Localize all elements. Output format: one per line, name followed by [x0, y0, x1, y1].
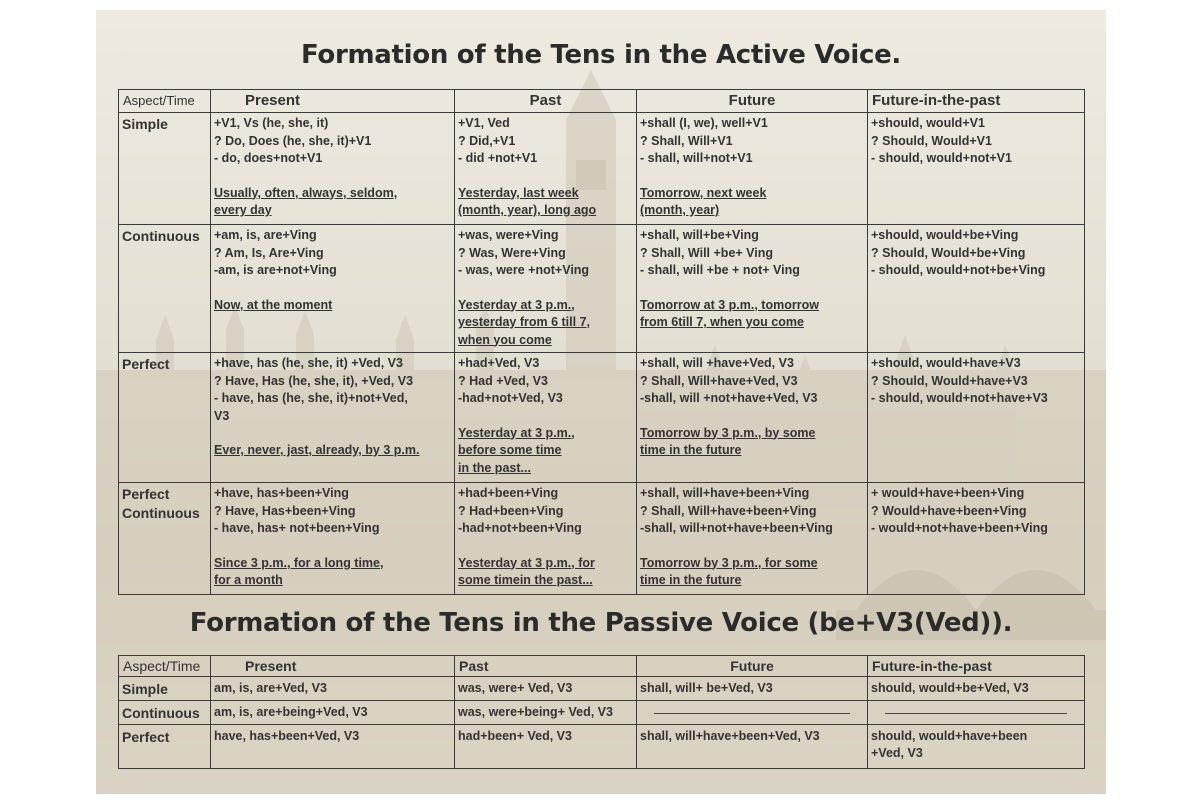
aspect-label: Perfect — [122, 356, 170, 372]
formula-line: ? Shall, Will+have+been+Ving — [640, 503, 817, 518]
formula-line: -shall, will +not+have+Ved, V3 — [640, 391, 818, 405]
formula-line: - should, would+not+have+V3 — [871, 391, 1048, 405]
formula-line: ? Was, Were+Ving — [458, 245, 566, 260]
table-row — [119, 113, 1085, 225]
present-cell — [211, 701, 455, 725]
formula-line: ? Am, Is, Are+Ving — [214, 245, 324, 260]
column-header-col1: Present — [211, 90, 455, 113]
aspect-label: Continuous — [122, 505, 200, 521]
column-header-col3: Future — [637, 90, 868, 113]
formula-line: ? Should, Would+have+V3 — [871, 373, 1028, 388]
column-header-col4: Future-in-the-past — [868, 656, 1085, 677]
formula-line: was, were+ Ved, V3 — [458, 681, 573, 695]
formula-line: - do, does+not+V1 — [214, 151, 323, 165]
table-row — [119, 483, 1085, 595]
aspect-label: Simple — [122, 116, 168, 132]
formula-line: - shall, will+not+V1 — [640, 151, 753, 165]
time-marker-line: yesterday from 6 till 7, — [458, 315, 591, 329]
formula-line: - have, has+ not+been+Ving — [214, 521, 380, 535]
formula-line: -shall, will+not+have+been+Ving — [640, 521, 833, 535]
formula-line: ? Should, Would+be+Ving — [871, 245, 1026, 260]
present-cell — [211, 483, 455, 595]
aspect-label: Perfect — [122, 729, 170, 745]
time-marker-line: Yesterday at 3 p.m., — [458, 425, 575, 440]
table-row — [119, 677, 1085, 701]
column-header-col1: Present — [211, 656, 455, 677]
fip-cell — [868, 225, 1085, 353]
formula-line: +had+been+Ving — [458, 486, 559, 500]
spacer — [214, 280, 451, 297]
time-marker-line: every day — [214, 203, 272, 217]
formula-line: - would+not+have+been+Ving — [871, 521, 1048, 535]
past-cell — [455, 725, 637, 769]
formula-line: - should, would+not+V1 — [871, 151, 1012, 165]
future-cell — [637, 701, 868, 725]
formula-line: had+been+ Ved, V3 — [458, 729, 572, 743]
past-cell — [455, 483, 637, 595]
empty-dash-line — [654, 713, 850, 714]
formula-line: ? Do, Does (he, she, it)+V1 — [214, 133, 372, 148]
passive-voice-table — [118, 655, 1085, 769]
past-cell — [455, 677, 637, 701]
formula-line: ? Had+been+Ving — [458, 503, 564, 518]
fip-cell — [868, 483, 1085, 595]
past-cell — [455, 353, 637, 483]
formula-line: + would+have+been+Ving — [871, 486, 1025, 500]
table-row — [119, 725, 1085, 769]
aspect-cell — [119, 113, 211, 225]
fip-cell — [868, 701, 1085, 725]
passive-header-row — [119, 656, 1085, 677]
present-cell — [211, 225, 455, 353]
time-marker-line: before some time — [458, 443, 562, 457]
formula-line: - have, has (he, she, it)+not+Ved, — [214, 391, 408, 405]
fip-cell — [868, 113, 1085, 225]
spacer — [640, 408, 864, 425]
formula-line: ? Have, Has (he, she, it), +Ved, V3 — [214, 373, 414, 388]
formula-line: should, would+be+Ved, V3 — [871, 681, 1029, 695]
time-marker-line: from 6till 7, when you come — [640, 315, 804, 329]
aspect-cell — [119, 701, 211, 725]
formula-line: - was, were +not+Ving — [458, 263, 590, 277]
formula-line: +have, has (he, she, it) +Ved, V3 — [214, 356, 403, 370]
spacer — [640, 280, 864, 297]
formula-line: was, were+being+ Ved, V3 — [458, 705, 613, 719]
formula-line: should, would+have+been — [871, 729, 1028, 743]
time-marker-line: time in the future — [640, 573, 742, 587]
aspect-cell — [119, 353, 211, 483]
time-marker-line: (month, year), long ago — [458, 203, 597, 217]
time-marker-line: in the past... — [458, 460, 531, 475]
formula-line: -am, is are+not+Ving — [214, 263, 337, 277]
formula-line: shall, will+ be+Ved, V3 — [640, 681, 773, 695]
formula-line: - shall, will +be + not+ Ving — [640, 263, 800, 277]
formula-line: +shall, will+be+Ving — [640, 228, 759, 242]
formula-line: +Ved, V3 — [871, 746, 923, 760]
formula-line: have, has+been+Ved, V3 — [214, 729, 360, 743]
aspect-cell — [119, 725, 211, 769]
formula-line: ? Have, Has+been+Ving — [214, 503, 356, 518]
time-marker-line: Usually, often, always, seldom, — [214, 185, 398, 200]
column-header-col4: Future-in-the-past — [868, 90, 1085, 113]
formula-line: ? Shall, Will +be+ Ving — [640, 245, 774, 260]
table-row — [119, 225, 1085, 353]
aspect-label: Continuous — [122, 228, 200, 244]
formula-line: ? Did,+V1 — [458, 133, 516, 148]
formula-line: am, is, are+Ved, V3 — [214, 681, 327, 695]
formula-line: shall, will+have+been+Ved, V3 — [640, 729, 820, 743]
time-marker-line: Yesterday, last week — [458, 185, 579, 200]
past-cell — [455, 701, 637, 725]
present-cell — [211, 725, 455, 769]
future-cell — [637, 483, 868, 595]
time-marker-line: Tomorrow by 3 p.m., by some — [640, 425, 816, 440]
spacer — [214, 538, 451, 555]
spacer — [458, 168, 633, 185]
spacer — [640, 168, 864, 185]
formula-line: - should, would+not+be+Ving — [871, 263, 1046, 277]
time-marker-line: Tomorrow at 3 p.m., tomorrow — [640, 297, 819, 312]
time-marker-line: Now, at the moment — [214, 297, 333, 312]
future-cell — [637, 113, 868, 225]
time-marker-line: Yesterday at 3 p.m., — [458, 297, 575, 312]
time-marker-line: Tomorrow by 3 p.m., for some — [640, 555, 818, 570]
active-voice-table — [118, 89, 1085, 595]
column-header-col2: Past — [455, 656, 637, 677]
fip-cell — [868, 725, 1085, 769]
passive-voice-title: Formation of the Tens in the Passive Voice (be+V3(Ved)). — [189, 608, 1013, 638]
formula-line: +am, is, are+Ving — [214, 228, 317, 242]
time-marker-line: Since 3 p.m., for a long time, — [214, 555, 384, 570]
future-cell — [637, 225, 868, 353]
formula-line: +shall, will+have+been+Ving — [640, 486, 810, 500]
time-marker-line: for a month — [214, 573, 283, 587]
column-header-col3: Future — [637, 656, 868, 677]
aspect-label: Perfect — [122, 486, 170, 502]
present-cell — [211, 113, 455, 225]
formula-line: +have, has+been+Ving — [214, 486, 349, 500]
formula-line: -had+not+been+Ving — [458, 521, 582, 535]
spacer — [214, 168, 451, 185]
fip-cell — [868, 677, 1085, 701]
time-marker-line: Ever, never, jast, already, by 3 p.m. — [214, 443, 420, 457]
formula-line: +should, would+have+V3 — [871, 356, 1021, 370]
spacer — [640, 538, 864, 555]
spacer — [458, 538, 633, 555]
time-marker-line: (month, year) — [640, 203, 720, 217]
present-cell — [211, 353, 455, 483]
past-cell — [455, 225, 637, 353]
aspect-cell — [119, 225, 211, 353]
column-header-col2: Past — [455, 90, 637, 113]
past-cell — [455, 113, 637, 225]
formula-line: ? Shall, Will+have+Ved, V3 — [640, 373, 798, 388]
formula-line: +shall, will +have+Ved, V3 — [640, 356, 794, 370]
formula-line: ? Had +Ved, V3 — [458, 373, 548, 388]
column-header-aspect: Aspect/Time — [119, 90, 211, 113]
time-marker-line: Yesterday at 3 p.m., for — [458, 555, 595, 570]
formula-line: ? Shall, Will+V1 — [640, 133, 733, 148]
formula-line: +should, would+V1 — [871, 116, 985, 130]
formula-line: +should, would+be+Ving — [871, 228, 1019, 242]
aspect-cell — [119, 483, 211, 595]
time-marker-line: some timein the past... — [458, 573, 593, 587]
empty-dash-line — [885, 713, 1067, 714]
formula-line: +had+Ved, V3 — [458, 356, 540, 370]
future-cell — [637, 353, 868, 483]
future-cell — [637, 677, 868, 701]
formula-line: - did +not+V1 — [458, 151, 538, 165]
formula-line: +V1, Ved — [458, 116, 510, 130]
aspect-label: Simple — [122, 681, 168, 697]
aspect-label: Continuous — [122, 705, 200, 721]
formula-line: +shall (I, we), well+V1 — [640, 116, 768, 130]
time-marker-line: when you come — [458, 332, 552, 347]
aspect-cell — [119, 677, 211, 701]
future-cell — [637, 725, 868, 769]
spacer — [458, 280, 633, 297]
formula-line: ? Should, Would+V1 — [871, 133, 992, 148]
table-row — [119, 353, 1085, 483]
formula-line: +V1, Vs (he, she, it) — [214, 116, 329, 130]
column-header-aspect: Aspect/Time — [119, 656, 211, 677]
time-marker-line: Tomorrow, next week — [640, 185, 767, 200]
formula-line: +was, were+Ving — [458, 228, 559, 242]
formula-line: -had+not+Ved, V3 — [458, 391, 563, 405]
spacer — [214, 425, 451, 442]
present-cell — [211, 677, 455, 701]
formula-line: ? Would+have+been+Ving — [871, 503, 1027, 518]
active-voice-title: Formation of the Tens in the Active Voice. — [300, 40, 901, 70]
table-row — [119, 701, 1085, 725]
formula-line: am, is, are+being+Ved, V3 — [214, 705, 368, 719]
time-marker-line: time in the future — [640, 443, 742, 457]
spacer — [458, 408, 633, 425]
active-header-row — [119, 90, 1085, 113]
fip-cell — [868, 353, 1085, 483]
grammar-poster — [96, 10, 1106, 794]
formula-line: V3 — [214, 408, 230, 423]
